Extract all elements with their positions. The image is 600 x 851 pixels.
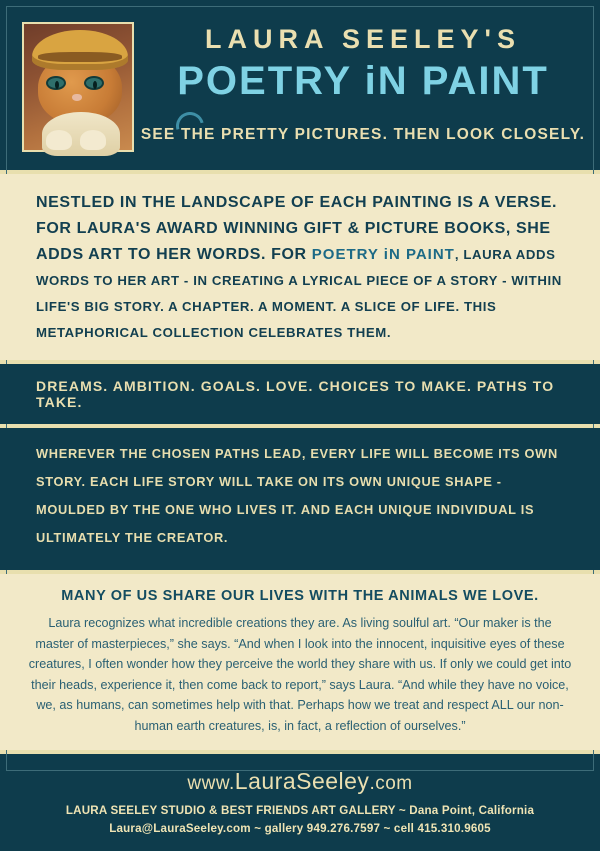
tagline-band [0,364,600,424]
animals-body: Laura recognizes what incredible creations they are. As living soulful art. “Our maker is the master of masterpieces,” she says. “And when I look into the innocent, inquisitive eyes of these creatures, I often wonder how they perceive the world they share with us. If only we could get into their heads, experience it, then come back to report,” says Laura. “And while they have no voice, we, as humans, can sometimes help with that. Perhaps how we treat and respect ALL our non-human earth creatures, is, in fact, a reflection of ourselves.” [28,616,572,733]
animals-band [0,574,600,750]
intro-band [0,174,600,360]
studio-address: LAURA SEELEY STUDIO & BEST FRIENDS ART GALLERY ~ Dana Point, California [65,804,535,817]
animals-heading: MANY OF US SHARE OUR LIVES WITH THE ANIMALS WE LOVE. [61,588,539,604]
title-line-1: LAURA SEELEY'S [205,24,521,54]
url-prefix: www. [187,773,235,794]
contact-info[interactable]: Laura@LauraSeeley.com ~ gallery 949.276.7597 ~ cell 415.310.9605 [109,822,491,835]
cat-painting-artwork [22,22,134,152]
cat-eye-right [84,76,104,90]
intro-text-a: NESTLED IN THE LANDSCAPE OF EACH PAINTING IS A VERSE. FOR LAURA'S AWARD WINNING GIFT & PICTURE BOOKS, SHE ADDS ART TO HER WORDS. FOR [36,194,558,263]
header-text-block [140,24,586,144]
paragraph2-text: WHEREVER THE CHOSEN PATHS LEAD, EVERY LIFE WILL BECOME ITS OWN STORY. EACH LIFE STORY WILL TAKE ON ITS OWN UNIQUE SHAPE - MOULDED BY THE ONE WHO LIVES IT. AND EACH UNIQUE INDIVIDUAL IS ULTIMATELY THE CREATOR. [36,446,558,545]
intro-highlight: POETRY iN PAINT [311,246,455,263]
website-link[interactable] [20,768,580,795]
subtitle: SEE THE PRETTY PICTURES. THEN LOOK CLOSELY. [140,126,586,143]
cat-pupil-left [55,81,59,89]
cat-hat-band [38,52,122,62]
cat-eye-left [46,76,66,90]
cat-paw-left [46,130,72,150]
cat-pupil-right [93,81,97,89]
intro-text-b: , LAURA ADDS WORDS TO HER ART - IN CREATING A LYRICAL PIECE OF A STORY - WITHIN LIFE'S BIG STORY. A CHAPTER. A MOMENT. A SLICE OF LIFE. THIS METAPHORICAL COLLECTION CELEBRATES THEM. [36,247,562,340]
intro-paragraph [0,174,600,360]
footer [0,754,600,851]
cat-hat [32,30,128,70]
tagline-text: DREAMS. AMBITION. GOALS. LOVE. CHOICES TO MAKE. PATHS TO TAKE. [36,378,555,410]
header [0,0,600,170]
cat-nose [72,94,82,101]
animals-section [0,574,600,750]
title-line-2: POETRY iN PAINT [177,59,549,103]
cat-paw-right [80,130,106,150]
url-brand: LauraSeeley [234,768,370,794]
url-suffix: .com [369,773,413,794]
paragraph2-band [0,428,600,570]
